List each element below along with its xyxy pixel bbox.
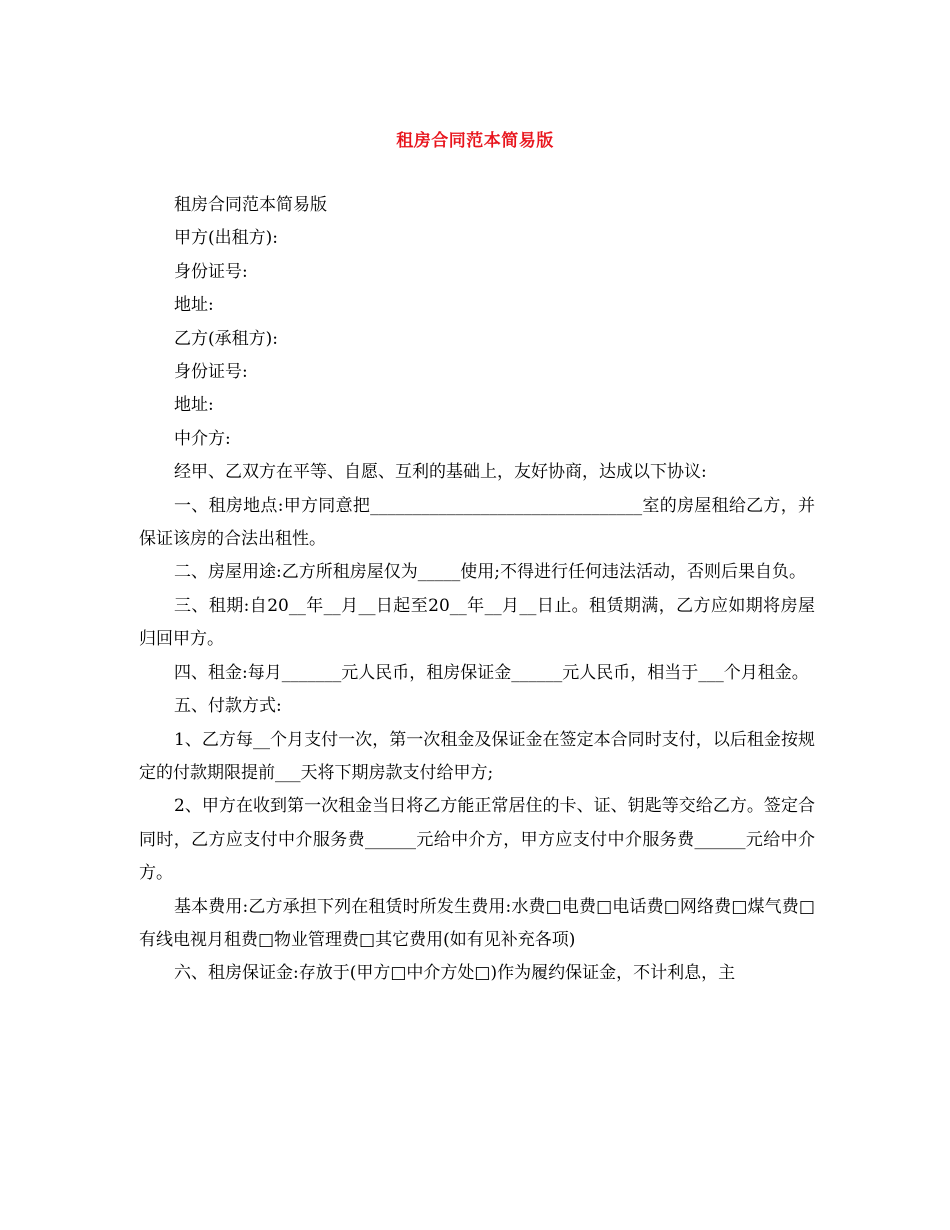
paragraph-clause-term: 三、租期:自20__年__月__日起至20__年__月__日止。租赁期满，乙方应如期将房屋归回甲方。 bbox=[139, 595, 815, 650]
paragraph-agreement-preamble: 经甲、乙双方在平等、自愿、互利的基础上，友好协商，达成以下协议: bbox=[174, 462, 707, 483]
paragraph-clause-rent: 四、租金:每月_______元人民币，租房保证金______元人民币，相当于___个月租金。 bbox=[174, 662, 809, 683]
paragraph-party-b: 乙方(承租方): bbox=[174, 328, 278, 349]
paragraph-clause-deposit: 六、租房保证金:存放于(甲方□中介方处□)作为履约保证金，不计利息，主 bbox=[174, 963, 736, 984]
paragraph-party-a-id: 身份证号: bbox=[174, 261, 248, 282]
paragraph-party-a-address: 地址: bbox=[174, 295, 214, 316]
paragraph-party-b-address: 地址: bbox=[174, 395, 214, 416]
paragraph-party-b-id: 身份证号: bbox=[174, 362, 248, 383]
document-body bbox=[139, 189, 815, 991]
paragraph-payment-item-1: 1、乙方每__个月支付一次，第一次租金及保证金在签定本合同时支付，以后租金按规定的付款期限提前___天将下期房款支付给甲方; bbox=[139, 729, 815, 783]
paragraph-clause-location: 一、租房地点:甲方同意把________________________________室的房屋租给乙方，并保证该房的合法出租性。 bbox=[139, 495, 815, 550]
paragraph-basic-fees: 基本费用:乙方承担下列在租赁时所发生费用:水费□电费□电话费□网络费□煤气费□有线电视月租费□物业管理费□其它费用(如有见补充各项) bbox=[139, 896, 815, 950]
paragraph-party-a: 甲方(出租方): bbox=[174, 228, 278, 249]
paragraph-clause-payment: 五、付款方式: bbox=[174, 696, 282, 717]
paragraph-agent: 中介方: bbox=[174, 428, 231, 449]
paragraph-payment-item-2: 2、甲方在收到第一次租金当日将乙方能正常居住的卡、证、钥匙等交给乙方。签定合同时，乙方应支付中介服务费______元给中介方，甲方应支付中介服务费______元给中介方。 bbox=[139, 796, 815, 884]
paragraph-clause-usage: 二、房屋用途:乙方所租房屋仅为_____使用;不得进行任何违法活动，否则后果自负。 bbox=[174, 562, 806, 583]
document-title: 租房合同范本简易版 bbox=[396, 131, 554, 151]
paragraph-intro-title: 租房合同范本简易版 bbox=[174, 195, 327, 215]
